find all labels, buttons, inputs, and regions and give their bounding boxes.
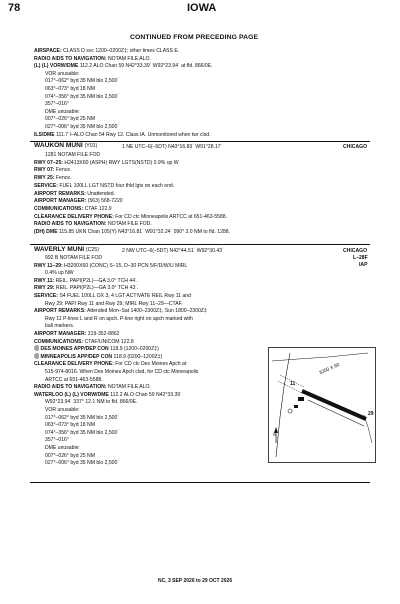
field-value: 017°–062° byd 35 NM blo 2,500´ [45,414,120,421]
field-value: 112.2 ALO Chan 59 N42°33.39´ [110,391,182,398]
section-divider [30,482,370,483]
field-value: REIL. PAPI(P2L)—GA 3.0° TCH 44´. [55,277,139,284]
field-label: RADIO AIDS TO NAVIGATION: [34,384,107,391]
field-value: Fence. [55,167,72,174]
field-value: VOR unusable: [45,407,80,413]
text-line [34,346,159,352]
field-value: 115.85 UKN Chan 105(Y) N43°16.81´ W91°32.24´ 090° 3.0 NM to fld. 1288. [58,229,231,235]
field-value: 027°–006° byd 35 NM blo 2,500´ [45,460,120,467]
field-value: CTAF/UNICOM 122.8 [84,338,134,345]
page-number: 78 [8,2,21,14]
text-line [34,392,182,398]
field-label: SERVICE: [34,182,58,189]
field-value: NOTAM FILE FOD. [107,221,152,228]
field-value: NOTAM FILE ALO. [107,384,151,391]
state-title: IOWA [187,2,217,14]
field-label: RWY 11: [34,277,55,284]
field-value: For CD ctc Minneapolis ARTCC at 651-463-5588. [115,213,227,220]
text-line [45,94,119,100]
text-line [34,308,207,314]
field-label: (L) (L) VORW/DME [34,63,79,70]
text-line [34,160,179,166]
text-line [45,152,100,158]
text-line [34,361,186,367]
text-line [45,437,69,443]
text-line [34,198,123,204]
field-value: Rwy 11 P-lines L and R on apch. P-line right on apch marked with [45,315,193,322]
field-value: 017°–062° byd 35 NM blo 2,500´ [45,78,120,85]
field-value: 074°–356° byd 35 NM blo 2,500´ [45,93,120,100]
field-label: RADIO AIDS TO NAVIGATION: [34,221,107,228]
text-line [34,263,187,269]
text-line [45,377,103,383]
field-value: H3200X60 (CONC) S–15, D–30 PCN 5/F/D/W/U MIRL [64,262,188,269]
text-line [34,175,71,181]
field-value: 063°–073° byd 18 NM [45,86,95,92]
field-value: FUEL 100LL LGT NSTD four thld lgts on each end. [59,182,175,189]
text-line [45,407,80,413]
waukon-region: CHICAGO [343,144,368,150]
text-line [34,132,211,138]
text-line [34,339,134,345]
text-line [34,167,71,173]
field-label: Ⓡ MINNEAPOLIS APP/DEP CON [34,353,113,360]
text-line [45,301,183,307]
airport-diagram [268,347,376,463]
text-line [45,460,119,466]
text-line [45,109,80,115]
field-label: RWY 11–29: [34,262,63,269]
field-value: Unattended. [87,190,115,197]
field-label: SERVICE: [34,293,58,299]
text-line [45,453,95,459]
text-line [45,323,74,329]
diagram-runway-end-11: 11 [290,381,296,387]
text-line [34,214,227,220]
field-value: NOTAM FILE ALO. [107,55,151,62]
field-value: 319-352-8862 [87,331,120,337]
field-value: 007°–026° byd 25 NM [45,452,95,459]
field-label: ILS/DME [34,131,55,138]
text-line [34,221,152,227]
text-line [45,270,74,276]
field-label: CLEARANCE DELIVERY PHONE: [34,213,114,220]
text-line [45,445,80,451]
text-line [34,278,138,284]
field-value: 357°–016° [45,437,69,444]
text-line [45,399,137,405]
text-line [34,48,179,54]
waverly-chart: L–28F [353,255,368,261]
field-label: AIRPORT MANAGER: [34,198,87,205]
field-value: 357°–016° [45,101,69,108]
field-label: CLEARANCE DELIVERY PHONE: [34,361,114,368]
diagram-north-label: N [273,432,277,437]
field-label: (DH) DME [34,229,58,235]
text-line [45,422,95,428]
text-line [45,71,80,77]
field-label: AIRPORT MANAGER: [34,331,87,337]
field-label: RWY 25: [34,175,55,182]
text-line [45,86,95,92]
diagram-runway-end-29: 29 [368,411,374,417]
text-line [45,369,198,375]
validity-footer: NC, 3 SEP 2026 to 29 OCT 2026 [158,578,233,584]
text-line [34,285,138,291]
field-value: 515-974-8016. When Des Moines Apch clsd, for CD ctc Minneapolis [45,369,199,375]
text-line [45,101,69,107]
field-label: AIRPORT REMARKS: [34,308,86,315]
text-line [34,183,174,189]
field-value: 112.2 ALO Chan 59 N42°33.39´ W92°23.94´ at fld. 866/0E. [79,63,213,70]
text-line [45,116,95,122]
field-label: WATERLOO (L) (L) VORW/DME [34,391,109,398]
field-value: For CD ctc Des Moines Apch at [115,361,187,368]
field-value: CTAF 122.9 [84,205,112,212]
field-label: RWY 07–25: [34,159,63,166]
field-value: 063°–073° byd 18 NM [45,422,95,429]
field-value: DME unusable: [45,108,80,115]
field-value: 0.4% up NW [45,270,74,277]
field-value: Rwy 29; PAPI Rwy 11 and Rwy 29; MIRL Rwy 11–29—CTAF. [45,300,183,307]
waverly-region: CHICAGO [343,248,368,254]
continued-heading: CONTINUED FROM PRECEDING PAGE [130,34,259,41]
text-line [34,354,162,360]
field-value: ball markers. [45,323,75,330]
field-label: RWY 29: [34,285,55,292]
field-value: 111.7 I–ALO Chan 54 Rwy 12. Class IA. Unmonitored when twr clsd. [56,131,211,138]
field-value: VOR unusable: [45,70,80,77]
field-value: REIL. PAPI(P2L)—GA 3.0° TCH 43´. [55,285,139,292]
field-value: Fence. [55,175,72,182]
waverly-location: 2 NW UTC–6(–5DT) N42°44.51´ W92°30.43´ [122,248,224,254]
text-line [34,229,230,235]
field-label: RWY 07: [34,167,55,174]
field-value: 007°–026° byd 25 NM [45,116,95,123]
airport-name-waukon: WAUKON MUNI (Y01) [34,142,98,149]
field-value: 074°–356° byd 35 NM blo 2,500´ [45,429,120,436]
text-line [45,430,119,436]
field-value: H2413X60 (ASPH) RWY LGTS(NSTD) 0.9% up W [64,159,179,166]
diagram-runway-label: 3200 X 60 [318,362,341,377]
field-value: 1281 NOTAM FILE FOD [45,152,101,158]
field-value: ARTCC at 651-463-5588. [45,376,103,383]
text-line [34,293,191,299]
text-line [45,316,193,322]
field-value: 027°–006° byd 35 NM blo 2,500´ [45,124,120,130]
waverly-iap: IAP [359,262,368,268]
field-value: Attended Mon–Sat 1400–2300Z‡, Sun 1800–2300Z‡ [86,308,207,315]
field-value: 992 B NOTAM FILE FOD [45,255,103,261]
text-line [34,56,151,62]
text-line [34,191,115,197]
field-value: S4 FUEL 100LL OX 3, 4 LGT ACTIVATE REIL Rwy 11 and [59,293,191,299]
field-label: COMMUNICATIONS: [34,205,84,212]
field-value: CLASS D svc 1200–0200Z‡; other times CLASS E. [63,48,180,54]
section-divider [30,244,370,245]
text-line [34,384,151,390]
field-label: AIRSPACE: [34,48,62,54]
field-value: DME unusable: [45,445,80,451]
waukon-location: 1 NE UTC–6(–5DT) N43°16.83´ W91°28.17´ [122,144,223,150]
text-line [34,331,120,337]
field-label: RADIO AIDS TO NAVIGATION: [34,55,107,62]
text-line [34,63,213,69]
field-label: AIRPORT REMARKS: [34,190,86,197]
field-value: 118.9 (1200–0200Z‡) [110,346,159,353]
airport-name-waverly: WAVERLY MUNI (C25) [34,246,99,253]
field-value: W92°23.94´ 337° 12.1 NM to fld. 866/0E. [45,399,138,406]
text-line [45,78,119,84]
field-value: (563) 568-7220 [87,198,123,205]
field-label: Ⓡ DES MOINES APP/DEP CON [34,346,109,353]
field-label: COMMUNICATIONS: [34,338,84,345]
text-line [45,124,119,130]
text-line [34,206,112,212]
text-line [45,415,119,421]
text-line [45,255,102,261]
field-value: 118.9 (0200–1200Z‡) [113,353,163,360]
